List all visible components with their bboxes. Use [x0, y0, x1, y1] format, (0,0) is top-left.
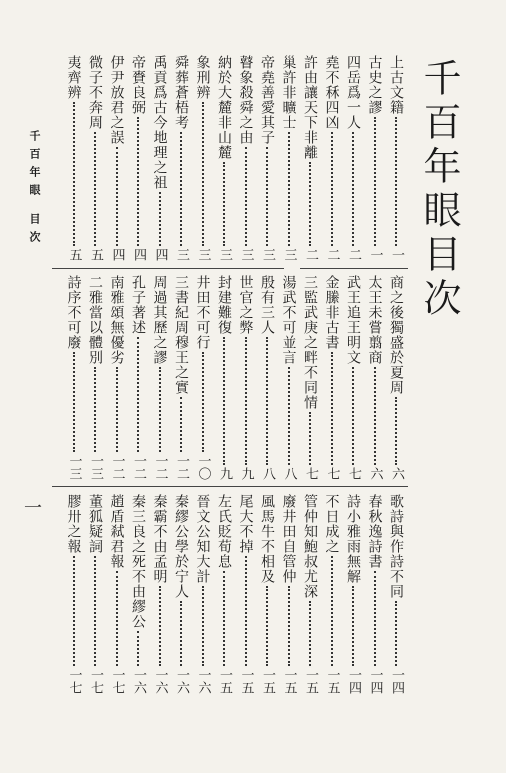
toc-entry-page: 一六 [174, 668, 189, 694]
leader-dots [245, 337, 247, 465]
toc-entry-title: 殷有三人 [259, 275, 275, 335]
toc-entry-title: 三書紀周穆王之實 [173, 275, 189, 395]
leader-dots [137, 337, 139, 452]
running-head: 千百年眼 目次 [28, 130, 41, 249]
leader-dots [374, 117, 376, 246]
toc-entry-page: 二 [324, 248, 340, 261]
toc-entry-page: 一七 [109, 668, 125, 694]
toc-entry [191, 494, 215, 694]
leader-dots [352, 367, 354, 465]
toc-entry-title: 廢井田自管仲 [280, 494, 297, 584]
toc-entry [277, 494, 301, 694]
toc-entry-title: 晉文公知大計 [194, 494, 211, 584]
leader-dots [223, 162, 225, 246]
leader-dots [266, 586, 268, 666]
leader-dots [309, 412, 311, 465]
toc-entry-page: 三 [195, 248, 211, 261]
leader-dots [94, 132, 96, 246]
toc-entry [83, 55, 107, 261]
toc-entry-title: 帝堯善愛其子 [259, 55, 275, 145]
toc-entry-title: 商之後獨盛於夏周 [388, 275, 404, 395]
toc-entry-title: 風馬牛不相及 [259, 494, 275, 584]
leader-dots [395, 397, 397, 465]
toc-entry-title: 歌詩與作詩不同 [388, 494, 404, 599]
toc-entry-page: 一四 [367, 668, 383, 694]
toc-entry [212, 494, 236, 694]
toc-entry-page: 三 [238, 248, 254, 261]
toc-entry-page: 八 [260, 467, 275, 480]
toc-entry-page: 一〇 [195, 454, 211, 480]
leader-dots [395, 117, 397, 246]
toc-entry-page: 一 [389, 248, 404, 261]
leader-dots [288, 586, 290, 666]
toc-entry-page: 三 [260, 248, 275, 261]
toc-entry-page: 一二 [152, 454, 168, 480]
toc-entry [234, 55, 258, 261]
toc-entry-page: 九 [238, 467, 254, 480]
toc-entry [148, 275, 172, 480]
toc-entry-page: 二 [303, 248, 318, 261]
toc-entry [62, 494, 86, 694]
toc-entry-page: 四 [109, 248, 125, 261]
toc-entry-title: 世官之弊 [237, 275, 254, 335]
toc-entry-title: 夷齊辨 [65, 55, 82, 100]
leader-dots [94, 556, 96, 666]
toc-entry-title: 秦霸不由孟明 [151, 494, 168, 584]
toc-entry-title: 帝賚良弼 [130, 55, 146, 115]
toc-entry-title: 許由讓天下非離 [302, 55, 318, 160]
toc-entry-page: 六 [367, 467, 383, 480]
leader-dots [223, 571, 225, 666]
toc-entry-page: 三 [281, 248, 297, 261]
leader-dots [202, 586, 204, 666]
toc-entry-title: 詩小雅雨無解 [345, 494, 361, 584]
leader-dots [137, 117, 139, 246]
toc-entry-title: 左氏貶荀息 [216, 494, 232, 569]
leader-dots [159, 367, 161, 452]
toc-entry-title: 董狐疑詞 [87, 494, 103, 554]
toc-entry [298, 55, 322, 261]
toc-entry-title: 秦繆公學於宁人 [173, 494, 189, 599]
toc-entry-title: 尾大不掉 [237, 494, 254, 554]
leader-dots [288, 367, 290, 465]
book-title: 千百年眼目次 [417, 58, 461, 322]
toc-entry [384, 494, 408, 694]
leader-dots [352, 586, 354, 666]
leader-dots [309, 162, 311, 246]
toc-entry [363, 55, 387, 261]
toc-entry [169, 275, 193, 480]
toc-entry-page: 一五 [238, 668, 254, 694]
toc-entry-title: 納於大麓非山麓 [216, 55, 232, 160]
toc-entry [255, 275, 279, 480]
leader-dots [331, 556, 333, 666]
page-folio: 一 [21, 498, 42, 516]
leader-dots [180, 397, 182, 452]
toc-entry-page: 四 [131, 248, 146, 261]
toc-entry [277, 55, 301, 261]
toc-entry-page: 一四 [346, 668, 361, 694]
leader-dots [180, 132, 182, 246]
leader-dots [180, 601, 182, 666]
toc-entry-page: 一三 [88, 454, 103, 480]
leader-dots [374, 571, 376, 666]
toc-entry-page: 三 [217, 248, 232, 261]
toc-entry-page: 一四 [389, 668, 404, 694]
toc-entry-page: 一二 [131, 454, 146, 480]
toc-entry [212, 275, 236, 480]
toc-entry-page: 八 [281, 467, 297, 480]
toc-entry-page: 六 [389, 467, 404, 480]
toc-entry [62, 275, 86, 480]
toc-entry-page: 一五 [217, 668, 232, 694]
toc-entry-page: 一七 [88, 668, 103, 694]
toc-entry-title: 太王未嘗翦商 [366, 275, 383, 365]
toc-entry [341, 494, 365, 694]
toc-entry [169, 494, 193, 694]
toc-entry-title: 象刑辨 [194, 55, 211, 100]
toc-entry [298, 494, 322, 694]
divider-upper-right [300, 268, 408, 269]
toc-entry-page: 一六 [131, 668, 146, 694]
toc-entry-title: 微子不奔周 [87, 55, 103, 130]
toc-entry [255, 494, 279, 694]
toc-entry [255, 55, 279, 261]
toc-entry-page: 一五 [260, 668, 275, 694]
toc-entry-page: 一二 [174, 454, 189, 480]
toc-entry-title: 湯武不可並言 [280, 275, 297, 365]
toc-entry-page: 一六 [152, 668, 168, 694]
toc-entry-title: 堯不秝四凶 [323, 55, 340, 130]
leader-dots [331, 352, 333, 465]
toc-entry [105, 494, 129, 694]
toc-entry-page: 五 [66, 248, 82, 261]
toc-entry-page: 四 [152, 248, 168, 261]
toc-entry-title: 周過其歷之謬 [151, 275, 168, 365]
leader-dots [116, 367, 118, 452]
toc-entry [126, 275, 150, 480]
toc-entry-page: 一 [367, 248, 383, 261]
toc-entry-page: 一七 [66, 668, 82, 694]
toc-entry [191, 275, 215, 480]
leader-dots [94, 367, 96, 452]
toc-entry-page: 一二 [109, 454, 125, 480]
leader-dots [159, 586, 161, 666]
leader-dots [309, 601, 311, 666]
leader-dots [223, 337, 225, 465]
leader-dots [116, 147, 118, 246]
toc-entry-page: 一三 [66, 454, 82, 480]
toc-entry-title: 春秋逸詩書 [366, 494, 383, 569]
toc-entry [320, 494, 344, 694]
toc-entry-title: 三監武庚之畔不同情 [302, 275, 318, 410]
toc-entry [363, 494, 387, 694]
toc-entry-title: 管仲知鮑叔尤深 [302, 494, 318, 599]
toc-entry [384, 275, 408, 480]
toc-entry-title: 古史之謬 [366, 55, 383, 115]
toc-entry [169, 55, 193, 261]
toc-entry-title: 孔子著述 [130, 275, 146, 335]
toc-entry-title: 上古文籍 [388, 55, 404, 115]
leader-dots [73, 102, 75, 246]
leader-dots [352, 132, 354, 246]
leader-dots [266, 337, 268, 465]
toc-entry-page: 一六 [195, 668, 211, 694]
toc-entry [320, 275, 344, 480]
toc-entry-title: 封建難復 [216, 275, 232, 335]
toc-entry [320, 55, 344, 261]
leader-dots [73, 352, 75, 452]
toc-entry [363, 275, 387, 480]
toc-entry-title: 武王追王明文 [345, 275, 361, 365]
toc-entry [105, 55, 129, 261]
toc-entry-title: 南雅頌無優劣 [108, 275, 125, 365]
toc-entry-title: 巢許非曠士 [280, 55, 297, 130]
leader-dots [73, 556, 75, 666]
toc-entry-page: 五 [88, 248, 103, 261]
toc-entry [234, 494, 258, 694]
toc-entry [62, 55, 86, 261]
toc-entry-page: 三 [174, 248, 189, 261]
toc-entry [83, 494, 107, 694]
toc-entry-title: 秦三良之死不由繆公 [130, 494, 146, 629]
leader-dots [266, 147, 268, 246]
toc-entry-page: 九 [217, 467, 232, 480]
toc-entry-page: 一五 [281, 668, 297, 694]
toc-entry [83, 275, 107, 480]
toc-entry [277, 275, 301, 480]
toc-entry-title: 禹貢爲古今地理之祖 [151, 55, 168, 190]
toc-entry-title: 井田不可行 [194, 275, 211, 350]
toc-entry-title: 膠卅之報 [65, 494, 82, 554]
toc-entry-title: 金縢非古書 [323, 275, 340, 350]
toc-entry [298, 275, 322, 480]
toc-entry-page: 一五 [324, 668, 340, 694]
leader-dots [159, 192, 161, 246]
toc-entry [126, 494, 150, 694]
toc-entry [148, 55, 172, 261]
toc-entry-title: 詩序不可廢 [65, 275, 82, 350]
toc-entry [191, 55, 215, 261]
leader-dots [202, 352, 204, 452]
leader-dots [137, 631, 139, 666]
toc-entry-title: 舜葬蒼梧考 [173, 55, 189, 130]
toc-entry-title: 四岳爲一人 [345, 55, 361, 130]
toc-entry [341, 55, 365, 261]
toc-entry-page: 二 [346, 248, 361, 261]
toc-entry [148, 494, 172, 694]
toc-entry [341, 275, 365, 480]
toc-entry [212, 55, 236, 261]
leader-dots [288, 132, 290, 246]
toc-entry-title: 伊尹放君之誤 [108, 55, 125, 145]
toc-entry [126, 55, 150, 261]
toc-entry-page: 七 [346, 467, 361, 480]
divider-lower [52, 486, 408, 487]
toc-entry-title: 二雅當以體別 [87, 275, 103, 365]
toc-entry-title: 瞽象殺舜之由 [237, 55, 254, 145]
leader-dots [331, 132, 333, 246]
leader-dots [245, 556, 247, 666]
toc-entry [234, 275, 258, 480]
leader-dots [374, 367, 376, 465]
toc-entry-page: 七 [324, 467, 340, 480]
leader-dots [116, 571, 118, 666]
toc-entry-page: 一五 [303, 668, 318, 694]
toc-entry [105, 275, 129, 480]
toc-entry [384, 55, 408, 261]
leader-dots [245, 147, 247, 246]
divider-upper-left [52, 268, 284, 269]
toc-entry-title: 趙盾弒君報 [108, 494, 125, 569]
leader-dots [202, 102, 204, 246]
leader-dots [395, 601, 397, 666]
toc-entry-title: 不日成之 [323, 494, 340, 554]
toc-entry-page: 七 [303, 467, 318, 480]
